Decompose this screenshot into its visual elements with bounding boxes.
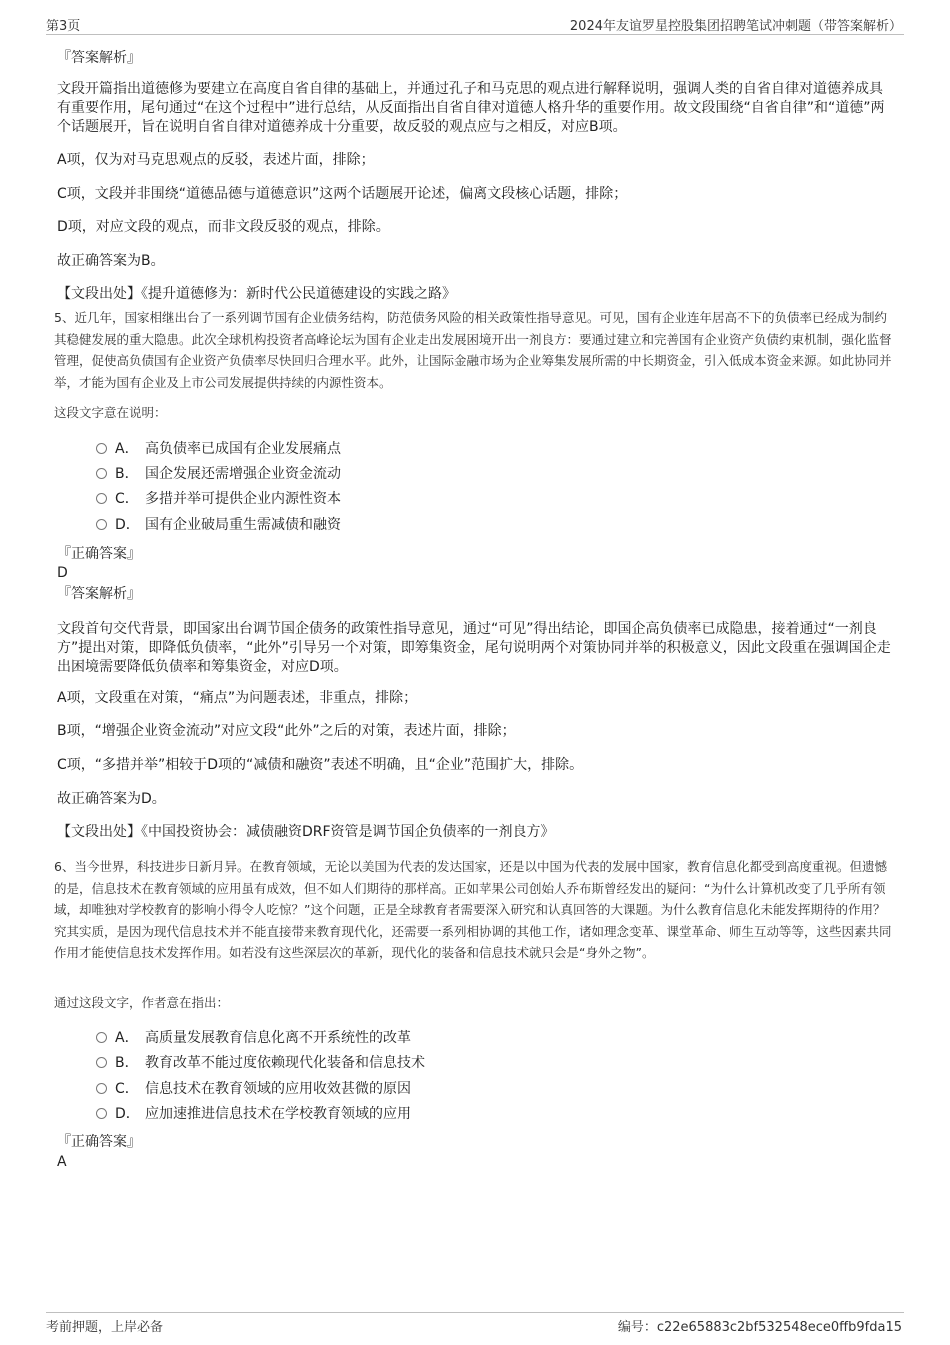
question-5-option-b[interactable]: B． 国企发展还需增强企业资金流动: [96, 464, 341, 484]
question-6-option-d[interactable]: D． 应加速推进信息技术在学校教育领域的应用: [96, 1104, 411, 1124]
question-5-analysis-paragraph: 文段首句交代背景，即国家出台调节国企债务的政策性指导意见，通过“可见”得出结论，即国企高负债率已成隐患，接着通过“一剂良方”提出对策，即降低负债率，“此外”引导另一个对策，即筹集资金，尾句说明两个对策协同并举的积极意义，因此文段重在强调国企走出困境需要降低负债率和筹集资金，对应D项。: [57, 621, 891, 675]
page-footer: [46, 1312, 904, 1337]
question-5-option-a[interactable]: A． 高负债率已成国有企业发展痛点: [96, 439, 341, 459]
radio-icon[interactable]: [96, 443, 107, 454]
question-5-analysis-option-c: C项，“多措并举”相较于D项的“减债和融资”表述不明确，且“企业”范围扩大，排除。: [57, 757, 584, 773]
question-5-source: 【文段出处】《中国投资协会：减债融资DRF资管是调节国企负债率的一剂良方》: [57, 824, 555, 840]
question-5-analysis-label: 『答案解析』: [57, 586, 141, 602]
prev-analysis-option-d: D项，对应文段的观点，而非文段反驳的观点，排除。: [57, 219, 390, 235]
footer-slogan: 考前押题，上岸必备: [46, 1320, 164, 1335]
page-header: [46, 12, 904, 35]
question-6-answer-label: 『正确答案』: [57, 1134, 141, 1150]
question-5-text: 5、近几年，国家相继出台了一系列调节国有企业债务结构，防范债务风险的相关政策性指导意见。可见，国有企业连年居高不下的负债率已经成为制约其稳健发展的重大隐患。此次全球机构投资者高峰论坛为国有企业走出发展困境开出一剂良方：要通过建立和完善国有企业资产负债约束机制，强化监督管理，促使高负债国有企业资产负债率尽快回归合理水平。此外，让国际金融市场为企业筹集发展所需的中长期资金，引入低成本资金来源。如此协同并举，才能为国有企业及上市公司发展提供持续的内源性资本。: [54, 310, 892, 390]
question-6-option-c[interactable]: C． 信息技术在教育领域的应用收效甚微的原因: [96, 1079, 411, 1099]
page-number: 第3页: [46, 19, 81, 34]
question-5-analysis-option-a: A项，文段重在对策，“痛点”为问题表述，非重点，排除；: [57, 690, 418, 706]
question-5-prompt: 这段文字意在说明：: [54, 405, 167, 420]
question-6-text: 6、当今世界，科技进步日新月异。在教育领域，无论以美国为代表的发达国家，还是以中国为代表的发展中国家，教育信息化都受到高度重视。但遗憾的是，信息技术在教育领域的应用虽有成效，但不如人们期待的那样高。正如苹果公司创始人乔布斯曾经发出的疑问：“为什么计算机改变了几乎所有领域，却唯独对学校教育的影响小得令人吃惊？”这个问题，正是全球教育者需要深入研究和认真回答的大课题。为什么教育信息化未能发挥期待的作用？究其实质，是因为现代信息技术并不能直接带来教育现代化，还需要一系列相协调的其他工作，诸如理念变革、课堂革命、师生互动等等，这些因素共同作用才能使信息技术发挥作用。如若没有这些深层次的革新，现代化的装备和信息技术就只会是“身外之物”。: [54, 859, 892, 960]
question-5-answer: D: [57, 565, 68, 581]
question-5-answer-label: 『正确答案』: [57, 546, 141, 562]
prev-analysis-option-c: C项，文段并非围绕“道德品德与道德意识”这两个话题展开论述，偏离文段核心话题，排除；: [57, 186, 628, 202]
question-6-answer: A: [57, 1154, 67, 1170]
prev-analysis-paragraph: 文段开篇指出道德修为要建立在高度自省自律的基础上，并通过孔子和马克思的观点进行解释说明，强调人类的自省自律对道德养成具有重要作用，尾句通过“在这个过程中”进行总结，从反面指出自省自律对道德人格升华的重要作用。故文段围绕“自省自律”和“道德”两个话题展开，旨在说明自省自律对道德养成十分重要，故反驳的观点应与之相反，对应B项。: [57, 81, 885, 135]
prev-conclusion: 故正确答案为B。: [57, 253, 165, 269]
prev-analysis-label: 『答案解析』: [57, 50, 141, 66]
prev-source: 【文段出处】《提升道德修为：新时代公民道德建设的实践之路》: [57, 286, 456, 302]
radio-icon[interactable]: [96, 1108, 107, 1119]
radio-icon[interactable]: [96, 493, 107, 504]
question-5-analysis-option-b: B项，“增强企业资金流动”对应文段“此外”之后的对策，表述片面，排除；: [57, 723, 516, 739]
footer-code: 编号：c22e65883c2bf532548ece0ffb9fda15: [617, 1320, 902, 1335]
radio-icon[interactable]: [96, 1057, 107, 1068]
question-5-option-d[interactable]: D． 国有企业破局重生需减债和融资: [96, 515, 341, 535]
radio-icon[interactable]: [96, 519, 107, 530]
prev-analysis-option-a: A项，仅为对马克思观点的反驳，表述片面，排除；: [57, 152, 375, 168]
radio-icon[interactable]: [96, 468, 107, 479]
radio-icon[interactable]: [96, 1083, 107, 1094]
question-5-option-c[interactable]: C． 多措并举可提供企业内源性资本: [96, 489, 341, 509]
radio-icon[interactable]: [96, 1032, 107, 1043]
document-title: 2024年友谊罗星控股集团招聘笔试冲刺题（带答案解析）: [569, 19, 902, 34]
question-6-option-a[interactable]: A． 高质量发展教育信息化离不开系统性的改革: [96, 1028, 411, 1048]
question-5-conclusion: 故正确答案为D。: [57, 791, 166, 807]
question-6-option-b[interactable]: B． 教育改革不能过度依赖现代化装备和信息技术: [96, 1053, 425, 1073]
question-6-prompt: 通过这段文字，作者意在指出：: [54, 995, 230, 1010]
